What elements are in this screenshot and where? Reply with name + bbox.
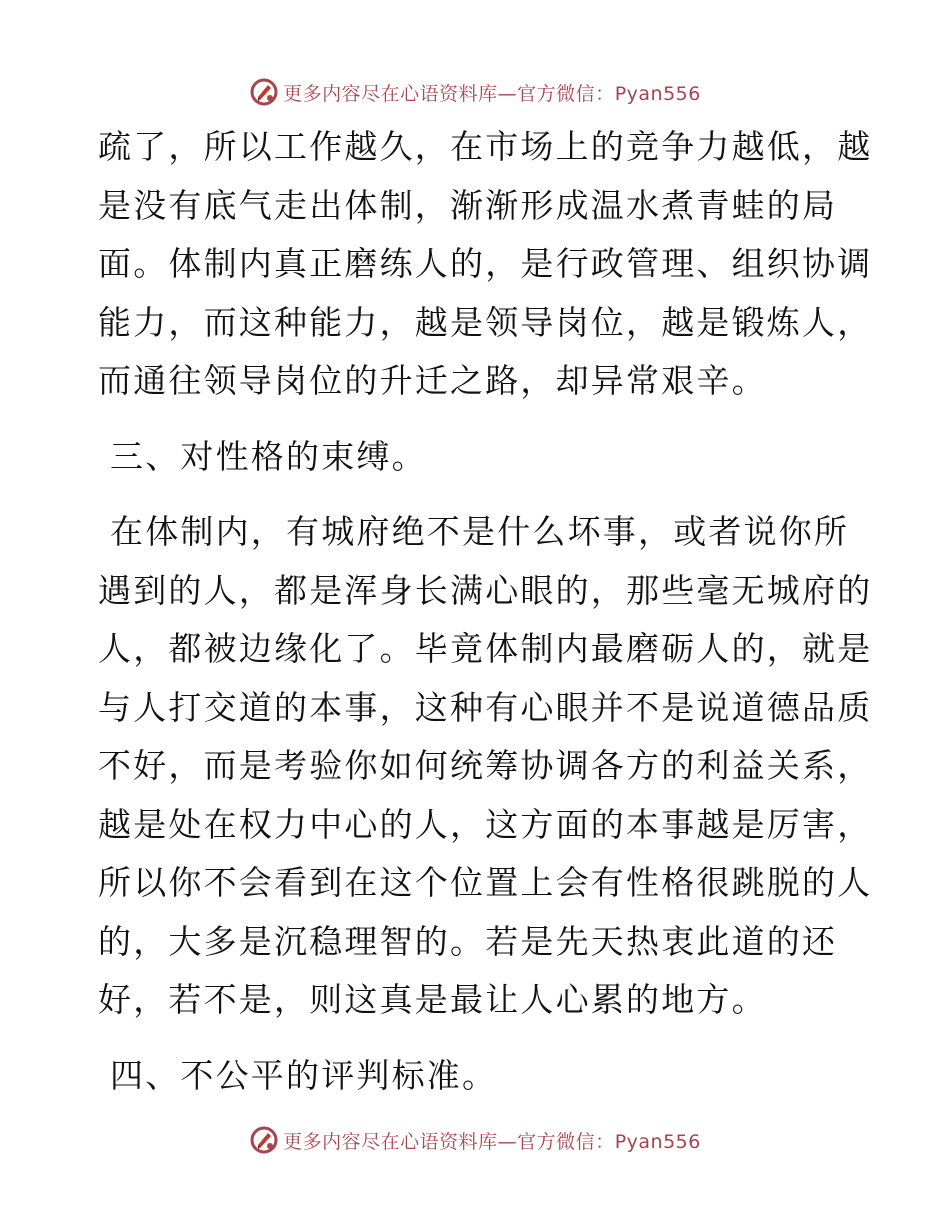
brand-logo-icon bbox=[249, 1125, 279, 1155]
banner-wechat-label: 官方微信： bbox=[517, 82, 615, 105]
brand-logo-icon bbox=[249, 77, 279, 107]
paragraph-continuation bbox=[98, 118, 873, 411]
text-line: 面。体制内真正磨练人的，是行政管理、组织协调 bbox=[98, 244, 873, 283]
banner-text bbox=[283, 1127, 701, 1154]
text-line: 而通往领导岗位的升迁之路，却异常艰辛。 bbox=[98, 361, 767, 400]
footer-watermark-banner bbox=[0, 1120, 950, 1160]
text-line: 疏了，所以工作越久，在市场上的竞争力越低，越 bbox=[98, 127, 873, 166]
text-line: 人，都被边缘化了。毕竟体制内最磨砺人的，就是 bbox=[98, 629, 873, 668]
text-line: 的，大多是沉稳理智的。若是先天热衷此道的还 bbox=[98, 921, 838, 961]
section-heading-3 bbox=[98, 428, 858, 487]
banner-text bbox=[283, 79, 701, 106]
text-line: 遇到的人，都是浑身长满心眼的，那些毫无城府的 bbox=[98, 570, 873, 610]
heading-text: 四、不公平的评判标准。 bbox=[110, 1055, 498, 1095]
text-line: 越是处在权力中心的人，这方面的本事越是厉害， bbox=[98, 804, 873, 844]
text-line: 所以你不会看到在这个位置上会有性格很跳脱的人 bbox=[98, 863, 873, 902]
heading-text: 三、对性格的束缚。 bbox=[110, 436, 427, 476]
banner-separator: — bbox=[497, 1130, 518, 1153]
banner-slogan: 更多内容尽在心语资料库 bbox=[283, 1130, 498, 1153]
banner-wechat-id: Pyan556 bbox=[614, 82, 701, 105]
section-heading-4 bbox=[98, 1047, 858, 1106]
text-line: 不好，而是考验你如何统筹协调各方的利益关系， bbox=[98, 746, 873, 785]
banner-wechat-id: Pyan556 bbox=[614, 1130, 701, 1153]
text-line: 能力，而这种能力，越是领导岗位，越是锻炼人， bbox=[98, 302, 873, 342]
text-line: 与人打交道的本事，这种有心眼并不是说道德品质 bbox=[98, 687, 873, 727]
paragraph-personality bbox=[98, 503, 873, 1030]
banner-wechat-label: 官方微信： bbox=[517, 1130, 615, 1153]
text-line: 好，若不是，则这真是最让人心累的地方。 bbox=[98, 980, 767, 1019]
text-line: 是没有底气走出体制，渐渐形成温水煮青蛙的局 bbox=[98, 185, 838, 225]
banner-separator: — bbox=[497, 82, 518, 105]
banner-slogan: 更多内容尽在心语资料库 bbox=[283, 82, 498, 105]
text-line: 在体制内，有城府绝不是什么坏事，或者说你所 bbox=[110, 512, 850, 551]
header-watermark-banner bbox=[0, 72, 950, 112]
document-body bbox=[98, 118, 873, 1105]
